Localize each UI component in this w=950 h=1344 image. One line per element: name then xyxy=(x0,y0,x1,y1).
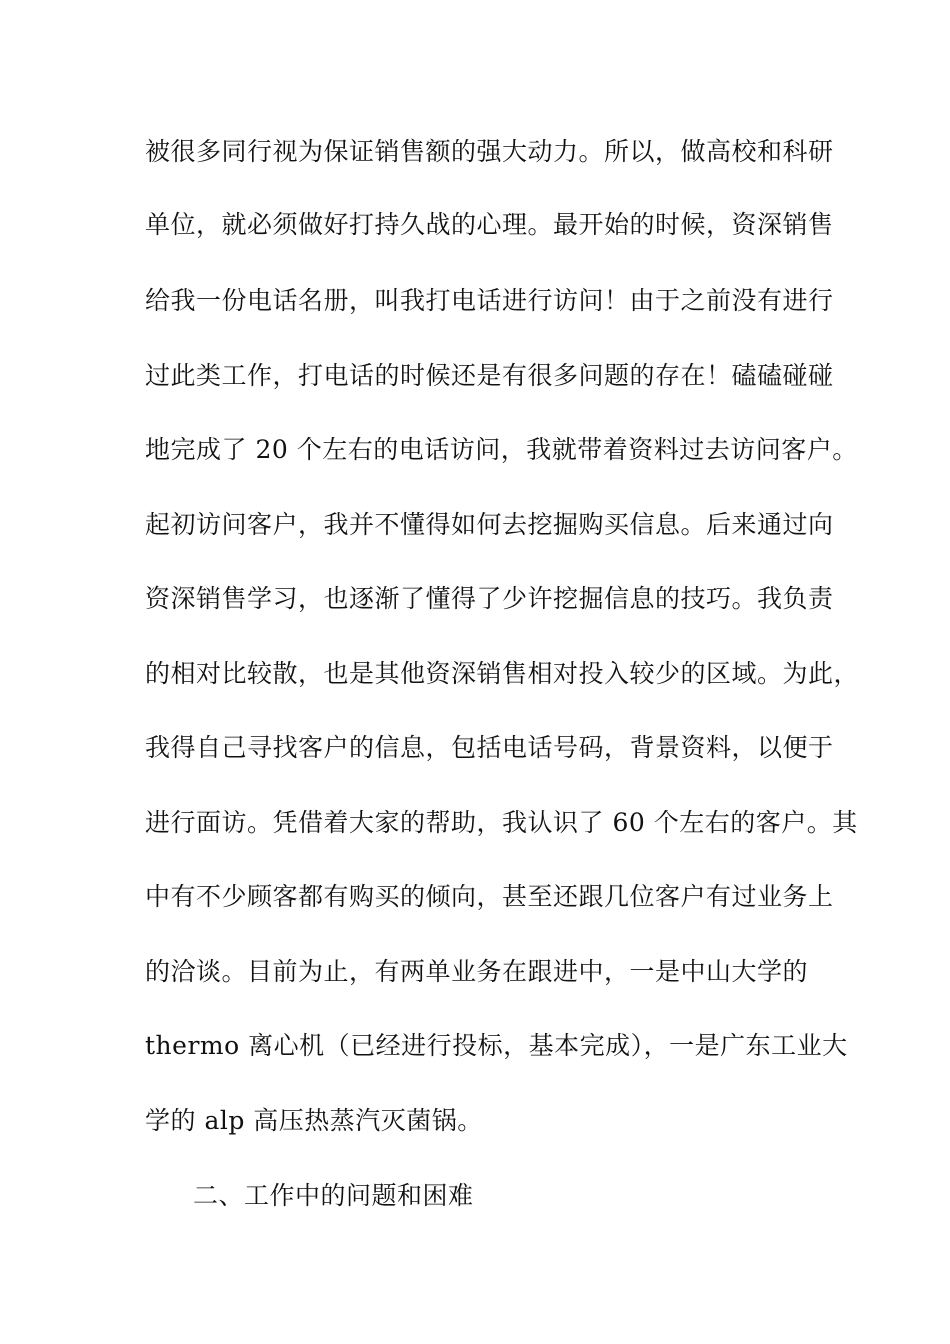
paragraph-line: 地完成了 20 个左右的电话访问，我就带着资料过去访问客户。 xyxy=(145,435,858,464)
paragraph-line: 给我一份电话名册，叫我打电话进行访问！由于之前没有进行 xyxy=(145,286,834,315)
paragraph-line: 资深销售学习，也逐渐了懂得了少许挖掘信息的技巧。我负责 xyxy=(145,584,834,613)
paragraph-line: 进行面访。凭借着大家的帮助，我认识了 60 个左右的客户。其 xyxy=(145,808,858,837)
paragraph-line: 中有不少顾客都有购买的倾向，甚至还跟几位客户有过业务上 xyxy=(145,882,834,911)
paragraph-line: 单位，就必须做好打持久战的心理。最开始的时候，资深销售 xyxy=(145,210,834,239)
paragraph-line: 的相对比较散，也是其他资深销售相对投入较少的区域。为此， xyxy=(145,659,860,688)
paragraph-line: 被很多同行视为保证销售额的强大动力。所以，做高校和科研 xyxy=(145,137,834,166)
section-heading: 二、工作中的问题和困难 xyxy=(193,1181,474,1210)
paragraph-line: 我得自己寻找客户的信息，包括电话号码，背景资料，以便于 xyxy=(145,733,834,762)
paragraph-line: 学的 alp 高压热蒸汽灭菌锅。 xyxy=(145,1106,483,1135)
paragraph-line: 起初访问客户，我并不懂得如何去挖掘购买信息。后来通过向 xyxy=(145,510,834,539)
paragraph-line: thermo 离心机（已经进行投标，基本完成），一是广东工业大 xyxy=(145,1031,848,1060)
paragraph-line: 过此类工作，打电话的时候还是有很多问题的存在！磕磕碰碰 xyxy=(145,361,834,390)
paragraph-line: 的洽谈。目前为止，有两单业务在跟进中，一是中山大学的 xyxy=(145,957,809,986)
